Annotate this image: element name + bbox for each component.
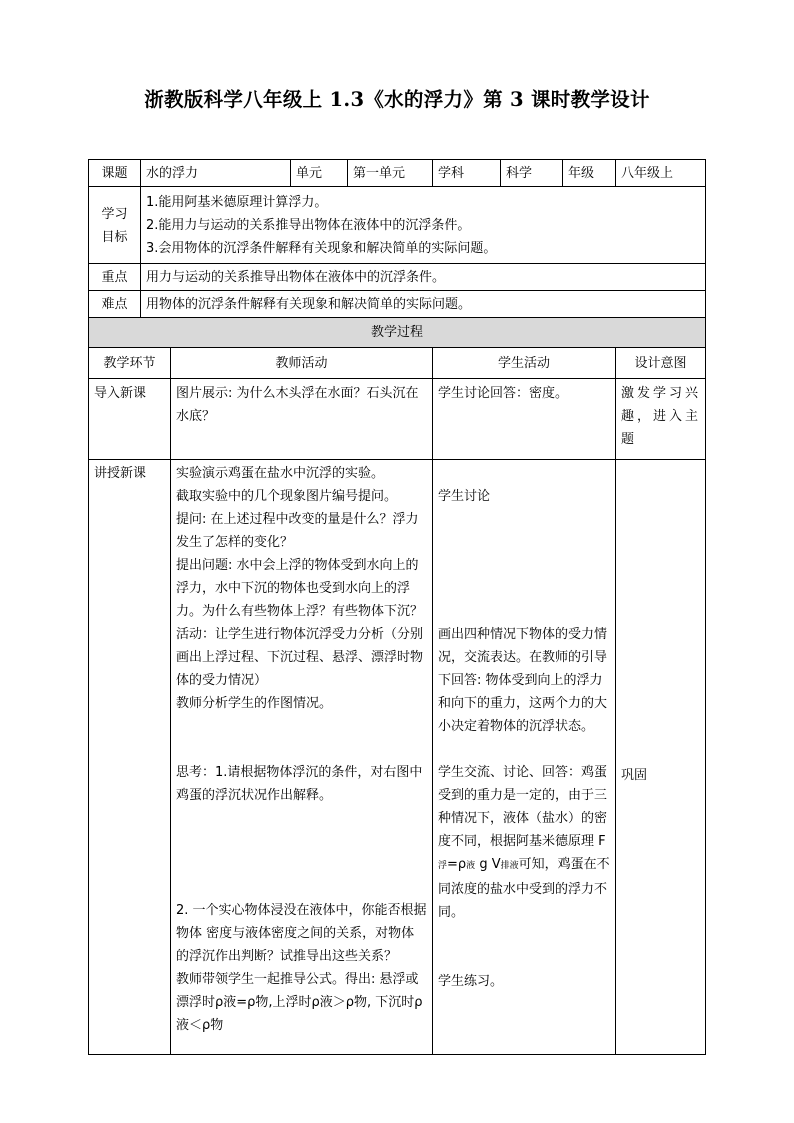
col-intent-header: 设计意图 [616,348,706,379]
col-student-header: 学生活动 [433,348,616,379]
column-header-row [89,348,706,379]
goal-item: 2.能用力与运动的关系推导出物体在液体中的沉浮条件。 [146,218,471,233]
teacher-paragraph: 2. 一个实心物体浸没在液体中，你能否根据物体 密度与液体密度之间的关系，对物体的浮沉作出判断？试推导出这些关系？ [176,903,427,964]
student-paragraph: 学生练习。 [438,974,504,989]
lecture-stage: 讲授新课 [89,460,171,1055]
goal-item: 3.会用物体的沉浮条件解释有关现象和解决简单的实际问题。 [146,241,497,256]
process-header: 教学过程 [89,318,706,348]
lesson-plan-table [88,159,706,1055]
difficulty-row [89,291,706,318]
student-paragraph: 画出四种情况下物体的受力情况，交流表达。在教师的引导下回答: 物体受到向上的浮力和向下的重力，这两个力的大小决定着物体的沉浮状态。 [438,627,608,734]
page-title: 浙教版科学八年级上 1.3《水的浮力》第 3 课时教学设计 [144,88,650,111]
teacher-paragraph: 提出问题: 水中会上浮的物体受到水向上的浮力，水中下沉的物体也受到水向上的浮力。为什么有些物体上浮？有些物体下沉？ [176,558,424,619]
intro-intent: 激发学习兴趣，进入主题 [616,379,706,460]
subject-label: 学科 [433,160,501,187]
teacher-paragraph: 截取实验中的几个现象图片编号提问。 [176,489,398,504]
intro-stage: 导入新课 [89,379,171,460]
lecture-intent: 巩固 [616,460,706,1055]
teacher-paragraph: 提问: 在上述过程中改变的量是什么？浮力发生了怎样的变化？ [176,512,419,550]
subject-value: 科学 [501,160,563,187]
unit-value: 第一单元 [348,160,433,187]
intro-row [89,379,706,460]
col-stage-header: 教学环节 [89,348,171,379]
topic-label: 课题 [89,160,141,187]
teacher-paragraph: 思考：1.请根据物体浮沉的条件，对右图中鸡蛋的浮沉状况作出解释。 [176,765,423,803]
teacher-paragraph: 实验演示鸡蛋在盐水中沉浮的实验。 [176,466,385,481]
process-header-row [89,318,706,348]
key-point-label: 重点 [89,264,141,291]
unit-label: 单元 [291,160,348,187]
goal-item: 1.能用阿基米德原理计算浮力。 [146,195,328,210]
lecture-student [433,460,616,1055]
grade-value: 八年级上 [616,160,706,187]
key-point-row [89,264,706,291]
student-paragraph: 学生交流、讨论、回答：鸡蛋受到的重力是一定的，由于三种情况下，液体（盐水）的密度不同，根据阿基米德原理 F浮=ρ液 g V排液可知，鸡蛋在不同浓度的盐水中受到的浮力不同。 [438,765,610,920]
teacher-paragraph: 活动：让学生进行物体沉浮受力分析（分别画出上浮过程、下沉过程、悬浮、漂浮时物体的受力情况） [176,627,424,688]
info-row [89,160,706,187]
goals-list [141,187,706,264]
lecture-teacher [171,460,433,1055]
teacher-paragraph: 教师分析学生的作图情况。 [176,696,333,711]
topic-value: 水的浮力 [141,160,291,187]
intro-student: 学生讨论回答：密度。 [433,379,616,460]
key-point-text: 用力与运动的关系推导出物体在液体中的沉浮条件。 [141,264,706,291]
intro-teacher: 图片展示: 为什么木头浮在水面？石头沉在水底？ [171,379,433,460]
lecture-row [89,460,706,1055]
goals-row [89,187,706,264]
difficulty-label: 难点 [89,291,141,318]
grade-label: 年级 [563,160,616,187]
goals-label: 学习 目标 [89,187,141,264]
difficulty-text: 用物体的沉浮条件解释有关现象和解决简单的实际问题。 [141,291,706,318]
student-paragraph: 学生讨论 [438,489,491,504]
col-teacher-header: 教师活动 [171,348,433,379]
teacher-paragraph: 教师带领学生一起推导公式。得出: 悬浮或漂浮时ρ液=ρ物,上浮时ρ液＞ρ物, 下沉时ρ液＜ρ物 [176,972,423,1033]
